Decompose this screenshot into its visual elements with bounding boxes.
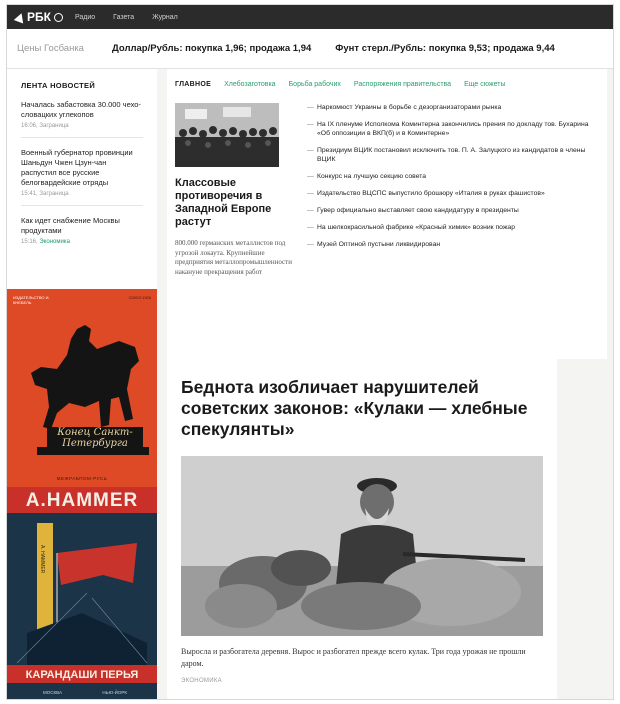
news-item-text[interactable]: Как идет снабжение Москвы продуктами bbox=[21, 216, 120, 235]
page bbox=[6, 4, 614, 700]
lead-article-caption: Выросла и разбогатела деревня. Вырос и разбогател прежде всего кулак. Три года урожая не прошли даром. bbox=[181, 647, 526, 668]
tab-grain-procurement[interactable]: Хлебозаготовка bbox=[224, 80, 276, 88]
peasant-with-grain-sacks-illustration bbox=[181, 456, 543, 636]
tab-more-topics[interactable]: Еще сюжеты bbox=[464, 80, 506, 88]
poster-footer: МЕЖРАБПОМ-РУСЬ bbox=[56, 476, 108, 481]
headline-item[interactable]: — Конкурс на лучшую секцию совета bbox=[307, 172, 597, 181]
rate-pound: Фунт стерл./Рубль: покупка 9,53; продажа 9,44 bbox=[335, 43, 555, 54]
news-feed-title: ЛЕНТА НОВОСТЕЙ bbox=[21, 81, 96, 90]
site-logo[interactable] bbox=[15, 10, 63, 24]
poster-city-right: НЬЮ-ЙОРК bbox=[102, 690, 127, 695]
news-item-section[interactable]: Заграница bbox=[39, 123, 69, 129]
equestrian-statue-illustration bbox=[7, 289, 157, 487]
tab-workers-struggle[interactable]: Борьба рабочих bbox=[288, 80, 341, 88]
logo-mark-icon bbox=[14, 11, 26, 23]
featured-story[interactable] bbox=[175, 103, 293, 277]
poster-city-left: МОСКВА bbox=[43, 690, 62, 695]
featured-story-summary: 800.000 германских металлистов под угрозой локаута. Крупнейшие предприятия металлопромышленности накануне прекращения работ bbox=[175, 239, 292, 276]
headline-item[interactable]: — Издательство ВЦСПС выпустило брошюру «Италия в руках фашистов» bbox=[307, 189, 597, 198]
poster-title: Конец Санкт-Петербурга bbox=[57, 427, 133, 449]
news-item[interactable] bbox=[21, 216, 143, 253]
headline-item[interactable]: — Музей Оптиной пустыни ликвидирован bbox=[307, 240, 597, 249]
featured-story-title[interactable]: Классовые противоречия в Западной Европе растут bbox=[175, 177, 272, 228]
exchange-rates-bar bbox=[7, 29, 613, 69]
news-item[interactable] bbox=[21, 100, 143, 138]
news-item-time: 15:41, bbox=[21, 191, 38, 197]
tab-government-orders[interactable]: Распоряжения правительства bbox=[353, 80, 452, 88]
poster-products: КАРАНДАШИ ПЕРЬЯ bbox=[25, 669, 139, 681]
news-item-meta bbox=[21, 239, 143, 245]
lead-article-title[interactable]: Беднота изобличает нарушителей советских законов: «Кулаки — хлебные спекулянты» bbox=[181, 377, 528, 439]
tab-main[interactable]: ГЛАВНОЕ bbox=[175, 80, 212, 88]
news-item-section[interactable]: Заграница bbox=[39, 191, 69, 197]
ad-poster-end-of-st-petersburg[interactable] bbox=[7, 289, 157, 487]
poster-publisher-text: ИЗДАТЕЛЬСТВО И. КНЕБЕЛЬ bbox=[13, 295, 50, 305]
news-item-time: 16:06, bbox=[21, 123, 38, 129]
poster-brand: A.HAMMER bbox=[25, 490, 139, 511]
news-item-text[interactable]: Началась забастовка 30.000 чехо-словацких углекопов bbox=[21, 100, 141, 119]
lead-article[interactable] bbox=[167, 359, 557, 699]
poster-year-text: СОЮЗ 1926 bbox=[128, 295, 151, 300]
logo-text: РБК bbox=[27, 10, 51, 24]
ad-poster-hammer-pencils[interactable] bbox=[7, 487, 157, 700]
sidebar bbox=[7, 69, 157, 695]
headline-list bbox=[307, 103, 597, 257]
topic-tabs bbox=[167, 69, 607, 99]
crowd-photo-illustration bbox=[175, 103, 279, 167]
main-news-block bbox=[167, 69, 607, 359]
news-item-section[interactable]: Экономика bbox=[39, 239, 70, 245]
logo-globe-icon bbox=[54, 13, 63, 22]
nav-link-zhurnal[interactable]: Журнал bbox=[152, 13, 178, 21]
nav-link-gazeta[interactable]: Газета bbox=[113, 13, 135, 21]
nav-link-radio[interactable]: Радио bbox=[74, 13, 96, 21]
top-navigation-bar bbox=[7, 5, 613, 29]
news-item[interactable] bbox=[21, 148, 143, 206]
news-item-time: 15:16, bbox=[21, 239, 38, 245]
headline-item[interactable]: — Президиум ВЦИК постановил исключить тов. П. А. Залуцкого из кандидатов в члены ВЦИК bbox=[307, 146, 597, 164]
rates-label: Цены Госбанка bbox=[17, 43, 84, 54]
headline-item[interactable]: — На шелкокрасильной фабрике «Красный химик» возник пожар bbox=[307, 223, 597, 232]
headline-item[interactable]: — На IX пленуме Исполкома Коминтерна закончились прения по докладу тов. Бухарина «Об оппозиции в ВКП(б) и в Коминтерне» bbox=[307, 120, 597, 138]
news-item-meta bbox=[21, 191, 143, 197]
headline-item[interactable]: — Наркомюст Украины в борьбе с дезорганизаторами рынка bbox=[307, 103, 597, 112]
news-item-text[interactable]: Военный губернатор провинции Шаньдун Чжен Цзун-чан распустил все русские белогвардейские отряды bbox=[21, 148, 133, 187]
headline-item[interactable]: — Гувер официально выставляет свою кандидатуру в президенты bbox=[307, 206, 597, 215]
rate-dollar: Доллар/Рубль: покупка 1,96; продажа 1,94 bbox=[112, 43, 312, 54]
news-item-meta bbox=[21, 123, 143, 129]
lead-article-photo[interactable] bbox=[181, 456, 543, 636]
news-feed bbox=[7, 69, 157, 289]
featured-story-photo[interactable] bbox=[175, 103, 279, 167]
lead-article-section[interactable]: ЭКОНОМИКА bbox=[181, 678, 222, 684]
pencil-brand-text: A. HAMMER bbox=[39, 545, 45, 574]
